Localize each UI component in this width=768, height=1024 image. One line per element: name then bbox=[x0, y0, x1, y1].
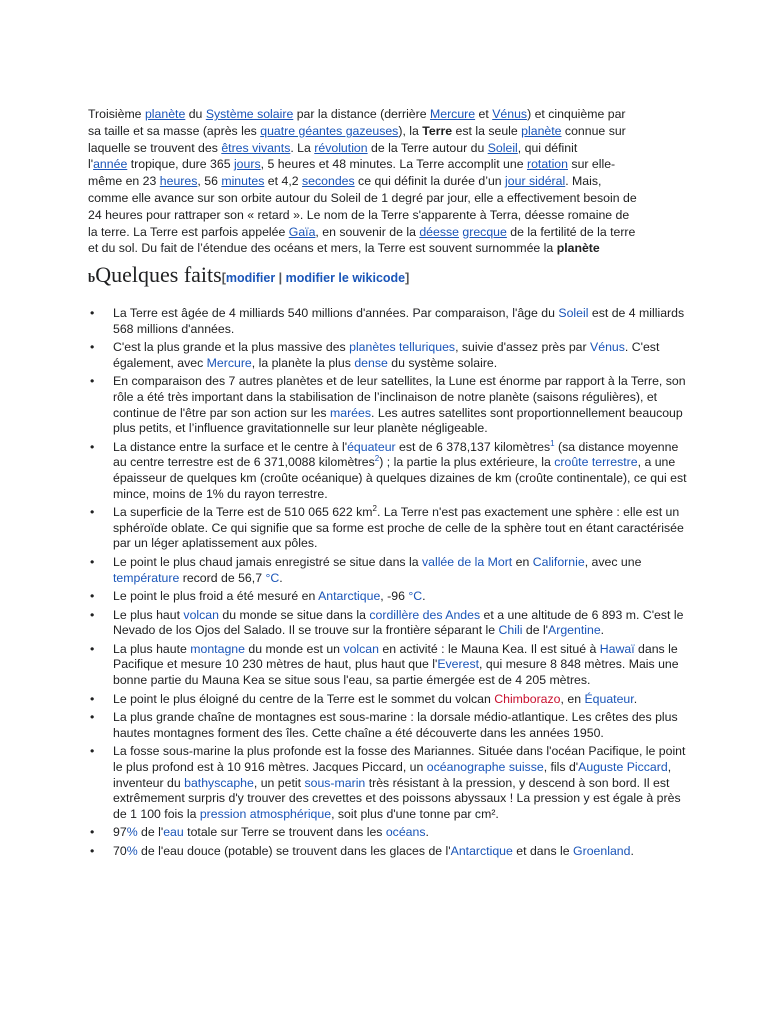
text: , inventeur du bbox=[113, 760, 672, 790]
section-heading bbox=[88, 261, 708, 289]
list-item bbox=[88, 440, 692, 502]
link-antarctique-2[interactable]: Antarctique bbox=[450, 844, 513, 858]
text: . La Terre n'est pas exactement une sphère : elle est un sphéroïde oblate. Ce qui signifie que sa forme est proche de celle de la sphère tout en étant caractérisée par un léger aplatissement aux pôles. bbox=[113, 505, 684, 551]
link-oceanographe[interactable]: océanographe bbox=[426, 760, 506, 775]
list-item bbox=[88, 608, 692, 639]
link-revolution[interactable]: révolution bbox=[314, 140, 368, 155]
list-item bbox=[88, 642, 692, 689]
reference-2[interactable]: 2 bbox=[374, 454, 380, 464]
text: totale sur Terre se trouvent dans les bbox=[183, 825, 386, 840]
text: la terre. La Terre est parfois appelée bbox=[88, 224, 289, 239]
link-oceans[interactable]: océans bbox=[385, 825, 426, 840]
link-planete[interactable]: planète bbox=[144, 107, 186, 121]
text: , qui mesure 8 848 mètres. Mais une bonne partie du Mauna Kea se situe sous l'eau, sa partie émergée est de 4 205 mètres. bbox=[113, 657, 679, 688]
bracket: ] bbox=[405, 271, 410, 285]
text: , qui définit bbox=[517, 140, 578, 155]
link-bathyscaphe[interactable]: bathyscaphe bbox=[184, 775, 254, 790]
bracket: [ bbox=[221, 271, 226, 285]
list-item bbox=[88, 744, 692, 822]
link-deesse[interactable]: déesse bbox=[419, 224, 459, 239]
list-item bbox=[88, 340, 692, 371]
text: ) et cinquième par bbox=[527, 107, 626, 121]
text: , avec une bbox=[584, 554, 642, 569]
text: La superficie de la Terre est de 510 065 622 km bbox=[113, 505, 373, 520]
text: sa taille et sa masse (après les bbox=[88, 123, 261, 138]
text: du bbox=[185, 107, 206, 121]
text: et du sol. Du fait de l’étendue des océans et mers, la Terre est souvent surnommée la bbox=[88, 241, 557, 256]
link-venus[interactable]: Vénus bbox=[590, 340, 625, 355]
link-croute-terrestre[interactable]: croûte terrestre bbox=[554, 455, 638, 470]
text: En comparaison des 7 autres planètes et de leur satellites, la Lune est énorme par rapport à la Terre, son rôle a été très important dans la stabilisation de l’inclinaison de notre planète (saisons régulières), et continue de l'être par son action sur les bbox=[113, 374, 686, 420]
link-temperature[interactable]: température bbox=[113, 570, 180, 585]
text: Troisième bbox=[88, 107, 145, 121]
text: et 4,2 bbox=[264, 174, 302, 189]
facts-list bbox=[88, 306, 692, 863]
link-degre-celsius[interactable]: °C bbox=[408, 589, 423, 604]
text: sur elle- bbox=[568, 157, 616, 172]
text: record de 56,7 bbox=[179, 570, 266, 585]
link-sous-marin[interactable]: sous-marin bbox=[304, 775, 366, 790]
text: et a une altitude de 6 893 m. C'est le Nevado de los Ojos del Salado. Il se trouve sur la frontière séparant le bbox=[113, 607, 684, 638]
text: , suivie d'assez près par bbox=[455, 340, 591, 355]
text: . Les autres satellites sont proportionnellement beaucoup plus petits, et l’influence gravitationnelle sur leur planète négligeable. bbox=[113, 405, 683, 436]
link-geantes-gazeuses[interactable]: quatre géantes gazeuses bbox=[260, 123, 399, 138]
text: 70 bbox=[113, 844, 127, 858]
text: , en bbox=[560, 691, 585, 706]
text: de la fertilité de la terre bbox=[506, 224, 636, 239]
link-antarctique[interactable]: Antarctique bbox=[318, 589, 381, 604]
link-everest[interactable]: Everest bbox=[437, 657, 480, 672]
list-item bbox=[88, 505, 692, 552]
text: Le point le plus éloigné du centre de la Terre est le sommet du volcan bbox=[113, 691, 495, 706]
text: , fils d' bbox=[543, 760, 579, 775]
text: La fosse sous-marine la plus profonde est la fosse des Mariannes. Située dans l'océan Pacifique, le point le plus profond est à 10 916 mètres. Jacques Piccard, un bbox=[113, 744, 686, 775]
link-secondes[interactable]: secondes bbox=[302, 174, 355, 189]
text: du monde se situe dans la bbox=[218, 607, 370, 622]
link-dense[interactable]: dense bbox=[354, 355, 388, 370]
text: 97 bbox=[113, 825, 127, 840]
edit-link[interactable]: modifier bbox=[225, 271, 276, 285]
link-volcan-2[interactable]: volcan bbox=[343, 641, 379, 656]
text: de l' bbox=[137, 825, 164, 840]
text: , en souvenir de la bbox=[315, 224, 420, 239]
list-item bbox=[88, 825, 692, 841]
link-cordillere-des-andes[interactable]: cordillère des Andes bbox=[369, 607, 481, 622]
text: en activité : le Mauna Kea. Il est situé à bbox=[378, 641, 600, 656]
reference-1[interactable]: 1 bbox=[550, 438, 555, 448]
text: du monde est un bbox=[244, 641, 344, 656]
link-gaia[interactable]: Gaïa bbox=[288, 224, 316, 239]
link-jour-sideral[interactable]: jour sidéral bbox=[505, 174, 566, 189]
text: , -96 bbox=[380, 589, 409, 604]
text: comme elle avance sur son orbite autour du Soleil de 1 degré par jour, elle a effectivement besoin de bbox=[88, 190, 637, 205]
text: La plus grande chaîne de montagnes est sous-marine : la dorsale médio-atlantique. Les crêtes des plus hautes montagnes forment des îles. Cette chaîne a été découverte dans les années 1950. bbox=[113, 710, 678, 740]
link-degre-celsius[interactable]: °C bbox=[265, 570, 280, 585]
text: laquelle se trouvent des bbox=[88, 140, 222, 155]
text: 24 heures pour rattraper son « retard ». Le nom de la Terre s'apparente à Terra, déesse romaine de bbox=[88, 207, 630, 222]
link-mercure[interactable]: Mercure bbox=[206, 355, 252, 370]
section-title: Quelques faits bbox=[95, 262, 222, 287]
list-item bbox=[88, 692, 692, 708]
link-minutes[interactable]: minutes bbox=[221, 174, 265, 189]
link-jours[interactable]: jours bbox=[233, 157, 261, 172]
link-marees[interactable]: marées bbox=[330, 405, 372, 420]
text: et bbox=[475, 107, 493, 121]
text: Le point le plus froid a été mesuré en bbox=[113, 589, 319, 604]
text: Le plus haut bbox=[113, 607, 184, 622]
text: . bbox=[630, 844, 634, 858]
link-planetes-telluriques[interactable]: planètes telluriques bbox=[349, 340, 456, 355]
link-grecque[interactable]: grecque bbox=[462, 224, 507, 239]
list-item bbox=[88, 374, 692, 436]
text: . bbox=[279, 570, 283, 585]
separator: | bbox=[275, 271, 286, 285]
list-item bbox=[88, 844, 692, 860]
text: ce qui définit la durée d’un bbox=[354, 174, 506, 189]
text: La plus haute bbox=[113, 641, 191, 656]
text: . bbox=[633, 691, 638, 706]
link-suisse[interactable]: suisse bbox=[508, 760, 544, 775]
text: tropique, dure 365 bbox=[127, 157, 234, 172]
link-soleil[interactable]: Soleil bbox=[487, 140, 518, 155]
text: dans le Pacifique et mesure 10 230 mètres de haut, plus haut que l' bbox=[113, 641, 678, 672]
text: en bbox=[512, 554, 533, 569]
text: , a une épaisseur de quelques km (croûte océanique) à quelques dizaines de km (croûte continentale), ce qui est mince, moins de 1% du rayon terrestre. bbox=[113, 455, 687, 501]
text: de la Terre autour du bbox=[367, 140, 488, 155]
link-montagne[interactable]: montagne bbox=[190, 641, 245, 656]
link-equateur-pays[interactable]: Équateur bbox=[584, 691, 634, 706]
bold-planete: planète bbox=[556, 241, 600, 256]
link-pourcent-2[interactable]: % bbox=[126, 844, 138, 858]
text: . bbox=[422, 589, 426, 604]
link-vallee-de-la-mort[interactable]: vallée de la Mort bbox=[421, 554, 513, 569]
link-etres-vivants[interactable]: êtres vivants bbox=[221, 140, 291, 155]
text: même en 23 bbox=[88, 174, 160, 189]
text: l' bbox=[88, 157, 94, 172]
link-pourcent[interactable]: % bbox=[126, 825, 138, 840]
heading-marker: b bbox=[88, 270, 96, 285]
link-chimborazo[interactable]: Chimborazo bbox=[494, 691, 561, 706]
link-volcan[interactable]: volcan bbox=[183, 607, 219, 622]
text: très résistant à la pression, y descend à son bord. Il est extrêmement surpris d'y trouver des crevettes et des poissons abyssaux ! La pression y est égale à près de 1 100 fois la bbox=[113, 775, 681, 821]
text: par la distance (derrière bbox=[293, 107, 430, 121]
text: du système solaire. bbox=[387, 355, 498, 370]
text: est la seule bbox=[452, 123, 522, 138]
text: est de 6 378,137 kilomètres bbox=[395, 439, 551, 454]
link-californie[interactable]: Californie bbox=[532, 554, 585, 569]
text: Le point le plus chaud jamais enregistré se situe dans la bbox=[113, 554, 422, 569]
text: . bbox=[600, 623, 605, 638]
link-groenland[interactable]: Groenland bbox=[573, 844, 631, 858]
text: La Terre est âgée de 4 milliards 540 millions d'années. Par comparaison, l'âge du bbox=[113, 306, 559, 320]
link-rotation[interactable]: rotation bbox=[526, 157, 568, 172]
text: de l' bbox=[522, 623, 549, 638]
link-soleil[interactable]: Soleil bbox=[558, 306, 589, 320]
text: de l'eau douce (potable) se trouvent dans les glaces de l' bbox=[137, 844, 451, 858]
superscript: 2 bbox=[372, 504, 377, 514]
link-pression-atmospherique[interactable]: pression atmosphérique bbox=[199, 806, 332, 821]
link-argentine[interactable]: Argentine bbox=[548, 623, 601, 638]
intro-paragraph bbox=[88, 106, 688, 257]
text: ), la bbox=[398, 123, 423, 138]
text: , 5 heures et 48 minutes. La Terre accomplit une bbox=[260, 157, 527, 172]
link-systeme-solaire[interactable]: Système solaire bbox=[205, 107, 294, 121]
text: . bbox=[425, 825, 429, 840]
link-auguste-piccard[interactable]: Auguste Piccard bbox=[578, 760, 668, 775]
text: . C'est également, avec bbox=[113, 340, 660, 370]
text: connue sur bbox=[561, 123, 626, 138]
link-mercure[interactable]: Mercure bbox=[430, 107, 476, 121]
text: , la planète la plus bbox=[251, 355, 355, 370]
list-item bbox=[88, 710, 692, 741]
link-heures[interactable]: heures bbox=[159, 174, 198, 189]
link-planete-2[interactable]: planète bbox=[521, 123, 562, 138]
list-item bbox=[88, 589, 692, 605]
list-item bbox=[88, 555, 692, 586]
text: . Mais, bbox=[565, 174, 602, 189]
text: La distance entre la surface et le centre à l' bbox=[113, 439, 348, 454]
text: (sa distance moyenne au centre terrestre est de 6 371,0088 kilomètres bbox=[113, 439, 679, 470]
text: , soit plus d'une tonne par cm². bbox=[331, 806, 499, 821]
text: C'est la plus grande et la plus massive des bbox=[113, 340, 350, 355]
text: et dans le bbox=[512, 844, 574, 858]
bold-terre: Terre bbox=[422, 123, 453, 138]
edit-section-links bbox=[222, 271, 410, 285]
link-equateur[interactable]: équateur bbox=[347, 439, 396, 454]
text: . La bbox=[290, 140, 315, 155]
link-annee[interactable]: année bbox=[93, 157, 128, 172]
text: , 56 bbox=[197, 174, 222, 189]
link-eau[interactable]: eau bbox=[163, 825, 184, 840]
link-venus[interactable]: Vénus bbox=[492, 107, 528, 121]
link-chili[interactable]: Chili bbox=[498, 623, 523, 638]
text: ) ; la partie la plus extérieure, la bbox=[379, 455, 555, 470]
text: est de 4 milliards 568 millions d'années. bbox=[113, 306, 685, 336]
text: , un petit bbox=[253, 775, 305, 790]
list-item bbox=[88, 306, 692, 337]
edit-wikicode-link[interactable]: modifier le wikicode bbox=[285, 271, 406, 285]
link-hawai[interactable]: Hawaï bbox=[599, 641, 635, 656]
